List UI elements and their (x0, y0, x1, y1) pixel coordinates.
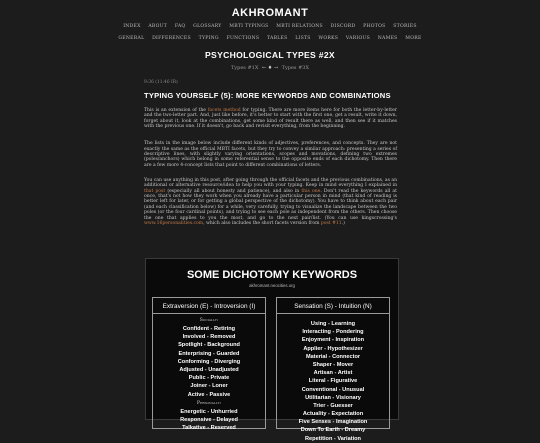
keyword-pair: Active - Passive (187, 391, 231, 398)
keyword-pair: Trier - Guesser (313, 402, 353, 409)
group-label-socially: Socially: (199, 318, 219, 323)
keyword-pair: Energetic - Unhurried (180, 409, 238, 415)
keyword-pair: Conventional - Unusual (301, 386, 365, 393)
keyword-pair: Shaper - Mover (312, 361, 354, 368)
text-span: , which also includes the short facets version from (203, 220, 321, 226)
article (144, 80, 397, 226)
lists-paragraph: The lists in the image below include different kinds of adjectives, preferences, and concepts. They are not exactly the same as the official MBTI facets, but they try to convey a similar approach: presenting a series of descriptive lines, with slightly varying orientations, scopes and movations, defining two extremes (poles/anchors) which belong in some referential sense to the opposite ends of each dichotomy. Then there are a few more 4-concept lists that point to different combinations of letters. (144, 141, 397, 168)
nav-item-various[interactable]: VARIOUS (345, 36, 371, 41)
external-site-link[interactable]: www.16personalities.com (144, 220, 204, 226)
header-divider (277, 313, 389, 314)
ei-personal-keywords (153, 408, 265, 433)
keyword-pair: Talkative - Reserved (182, 425, 236, 432)
nav-item-mbti-typings[interactable]: MBTI TYPINGS (229, 24, 269, 29)
main-nav (0, 23, 540, 30)
sn-keyword-box (276, 297, 390, 442)
nav-item-stories[interactable]: STORIES (393, 24, 417, 29)
intro-paragraph (144, 108, 397, 129)
that-post-link[interactable]: that post (144, 188, 166, 194)
nav-item-mbti-relations[interactable]: MBTI RELATIONS (276, 24, 323, 29)
nav-item-names[interactable]: NAMES (377, 36, 398, 41)
text-span: .) (341, 220, 345, 226)
series-navigation (0, 65, 540, 71)
text-span: This is an extension of the (144, 108, 208, 113)
site-title[interactable]: AKHROMANT (231, 7, 309, 19)
keyword-pair: Using - Learning (310, 321, 356, 327)
nav-item-functions[interactable]: FUNCTIONS (226, 36, 260, 41)
sn-keywords (277, 320, 389, 443)
keyword-pair: Applier - Hypothesizer (303, 345, 363, 352)
sn-header: Sensation (S) - Intuition (N) (294, 303, 372, 310)
usage-paragraph (144, 178, 397, 226)
nav-item-index[interactable]: INDEX (123, 24, 141, 29)
nav-item-works[interactable]: WORKS (318, 36, 339, 41)
keyword-pair: Down To Earth - Dreamy (300, 427, 366, 434)
post-timestamp: 9:36 (11:46 IR) (144, 80, 178, 85)
nav-item-glossary[interactable]: GLOSSARY (193, 24, 222, 29)
keyword-pair: Enjoyment - Inspiration (301, 337, 365, 344)
keyword-pair: Responsive - Delayed (180, 417, 238, 424)
text-span: You can use anything in this post, after going through the official facets and the previous combinations, as an additional or alternative resource/idea to help you with your typing. Keep in mind everything I explained in (144, 178, 397, 189)
article-title: TYPING YOURSELF (5): MORE KEYWORDS AND COMBINATIONS (144, 91, 391, 100)
text-span: (especially all about honesty and patience), and also in (165, 188, 302, 194)
keyword-pair: Adjusted - Unadjusted (179, 366, 239, 373)
keyword-pair: Enterprising - Guarded (178, 350, 240, 357)
text-span: . Don't read the keywords all at once, that's not how they work when you already have a particular person in mind (that kind of reading is better left for later, or for getting a global perspective of the dichotomy). You have to think about each pair (and each classification below) for a while, very carefully, trying to visualize the landscape between the two poles (or the four cardinal points), and trying to see each pole as independent from the others. Then choose the one that applies to you the most, and go to the next pair/list. (You can use kingscrossing's (144, 188, 397, 221)
next-post-link[interactable]: Types #3X (281, 65, 310, 71)
header-divider (153, 313, 265, 314)
image-subtitle: akhromant.neocities.org (249, 283, 295, 288)
nav-item-tables[interactable]: TABLES (266, 36, 288, 41)
keyword-pair: Spotlight - Background (178, 342, 240, 349)
ei-social-keywords (153, 325, 265, 399)
nav-item-typing[interactable]: TYPING (198, 36, 219, 41)
nav-item-differences[interactable]: DIFFERENCES (152, 36, 191, 41)
text-span: for typing. There are more items here for both the letter-by-letter and the two-letter part. And, just like before, it's better to start with the first one, get a result, write it down, forget about it, look at the combinations, get some kind of result there as well, and then see if it matches with the previous one. If it doesn't, go back and revisit everything, from the beginning. (144, 108, 397, 130)
nav-item-more[interactable]: MORE (405, 36, 422, 41)
nav-item-photos[interactable]: PHOTOS (363, 24, 386, 29)
category-nav (0, 35, 540, 42)
facets-method-link[interactable]: facets method (207, 108, 241, 113)
prev-post-link[interactable]: Types #1X (230, 65, 259, 71)
keyword-pair: Utilitarian - Visionary (305, 394, 361, 401)
keyword-pair: Repetition - Variation (305, 435, 361, 442)
image-title: SOME DICHOTOMY KEYWORDS (186, 269, 358, 281)
keyword-pair: Conforming - Diverging (177, 358, 241, 365)
nav-item-about[interactable]: ABOUT (148, 24, 168, 29)
dichotomy-keywords-image (145, 258, 399, 442)
nav-item-faq[interactable]: FAQ (174, 24, 186, 29)
group-label-personally: Personally: (196, 401, 222, 406)
this-one-link[interactable]: this one (301, 188, 321, 194)
keyword-pair: Confident - Retiring (182, 326, 236, 332)
keyword-pair: Involved - Removed (182, 334, 236, 341)
series-separator: ← ♦ → (261, 65, 279, 71)
ei-header: Extraversion (E) - Introversion (I) (162, 303, 256, 310)
keyword-pair: Artisan - Artist (313, 370, 353, 377)
keyword-pair: Actuality - Expectation (302, 411, 364, 418)
page-title: PSYCHOLOGICAL TYPES #2X (205, 50, 335, 60)
nav-item-lists[interactable]: LISTS (295, 36, 311, 41)
keyword-pair: Interacting - Pondering (302, 329, 364, 336)
nav-item-general[interactable]: GENERAL (118, 36, 145, 41)
ei-keyword-box (152, 297, 266, 432)
keyword-pair: Material - Connector (305, 353, 361, 360)
post-11-link[interactable]: post #11 (320, 220, 342, 226)
keyword-pair: Literal - Figurative (308, 378, 358, 385)
keyword-pair: Joiner - Loner (190, 383, 228, 390)
keyword-pair: Five Senses - Imagination (298, 419, 368, 426)
keyword-pair: Public - Private (188, 375, 230, 382)
nav-item-discord[interactable]: DISCORD (330, 24, 356, 29)
